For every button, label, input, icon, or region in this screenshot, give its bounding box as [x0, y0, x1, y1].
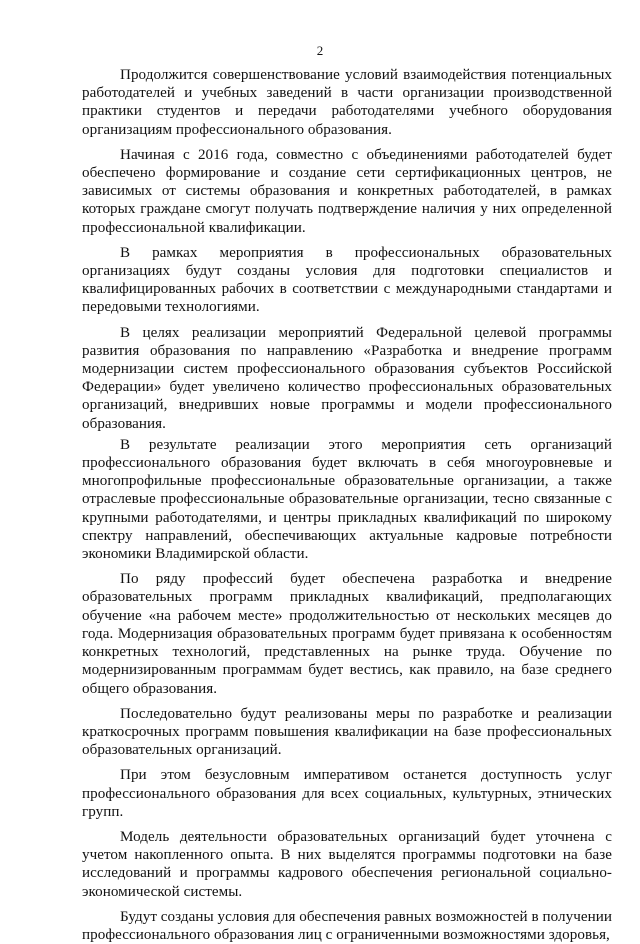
- paragraph-international-standards: В рамках мероприятия в профессиональных образовательных организациях будут созданы условия для подготовки специалистов и квалифицированных рабочих в соответствии с международными стандартами и передовыми технологиями.: [82, 244, 612, 316]
- paragraph-accessibility: При этом безусловным императивом останется доступность услуг профессионального образования для всех социальных, культурных, этнических групп.: [82, 767, 612, 820]
- paragraph-short-term-programs: Последовательно будут реализованы меры по разработке и реализации краткосрочных программ повышения квалификации на базе профессиональных образовательных организаций.: [82, 705, 612, 759]
- paragraph-equal-opportunities: Будут созданы условия для обеспечения равных возможностей в получении профессионального образования лиц с ограниченными возможностями здоровья,: [82, 908, 612, 943]
- paragraph-network-organizations: В результате реализации этого мероприятия сеть организаций профессионального образования будет включать в себя многоуровневые и многопрофильные профессиональные образовательные организации, а также отраслевые профессиональные образовательные организации, тесно связанные с крупными работодателями, и центры прикладных квалификаций по широкому спектру направлений, обеспечивающих актуальные кадровые потребности экономики Владимирской области.: [82, 436, 612, 563]
- page-number: 2: [316, 43, 324, 58]
- paragraph-federal-program: В целях реализации мероприятий Федеральной целевой программы развития образования по направлению «Разработка и внедрение программ модернизации систем профессионального образования субъектов Российской Федерации» будет увеличено количество профессиональных образовательных организаций, внедривших новые программы и модели профессионального образования.: [82, 324, 612, 432]
- paragraph-applied-qualifications: По ряду профессий будет обеспечена разработка и внедрение образовательных программ прикладных квалификаций, предполагающих обучение «на рабочем месте» продолжительностью от нескольких месяцев до года. Модернизация образовательных программ будет привязана к особенностям конкретных технологий, представленных на рынке труда. Обучение по модернизированным программам будет вестись, как правило, на базе среднего общего образования.: [82, 571, 612, 697]
- paragraph-employers-cooperation: Продолжится совершенствование условий взаимодействия потенциальных работодателей и учебных заведений в части организации производственной практики студентов и передачи работодателями учебного оборудования организациям профессионального образования.: [82, 67, 612, 138]
- paragraph-activity-model: Модель деятельности образовательных организаций будет уточнена с учетом накопленного опыта. В них выделятся программы подготовки на базе исследований и программы кадрового обеспечения региональной социально-экономической системы.: [82, 828, 612, 900]
- paragraph-certification-centers: Начиная с 2016 года, совместно с объединениями работодателей будет обеспечено формирование и создание сети сертификационных центров, не зависимых от системы образования и конкретных работодателей, в рамках которых граждане смогут получать подтверждение наличия у них определенной профессиональной квалификации.: [82, 146, 612, 236]
- document-body: [82, 66, 612, 944]
